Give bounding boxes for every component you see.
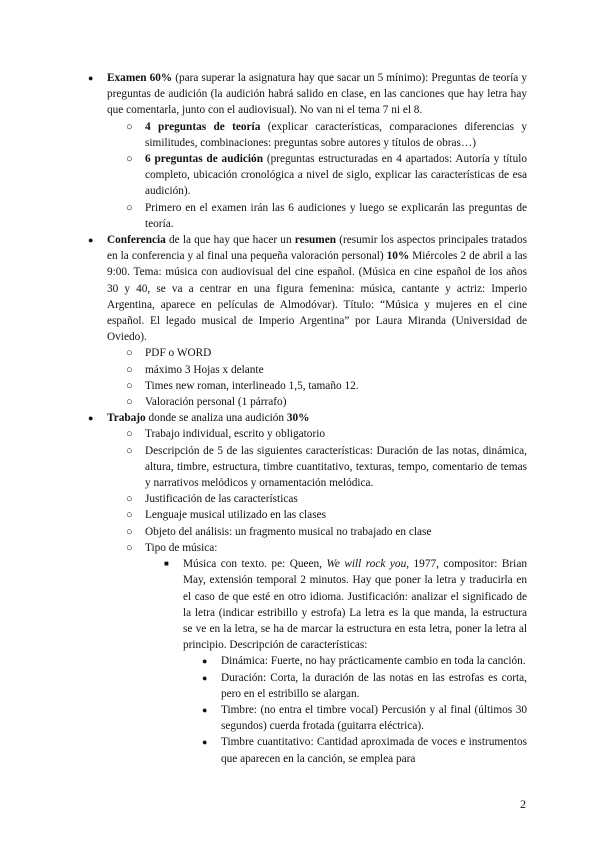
- circle-bullet-icon: ○: [126, 428, 133, 441]
- circle-bullet-icon: ○: [126, 201, 133, 214]
- list-item: [126, 151, 528, 200]
- list-item: [126, 362, 527, 378]
- list-item: [126, 378, 527, 394]
- list-item-trabajo: [88, 410, 527, 766]
- circle-bullet-icon: ○: [126, 541, 133, 554]
- conferencia-text: (resumir los aspectos principales tratados en la conferencia y al final una pequeña valoración personal): [107, 234, 528, 263]
- item-text: Dinámica: Fuerte, no hay prácticamente cambio en toda la canción.: [221, 655, 526, 668]
- list-item: [126, 524, 527, 540]
- list-item: [126, 119, 527, 151]
- item-text: Lenguaje musical utilizado en las clases: [145, 509, 326, 522]
- list-item-conferencia: [88, 232, 528, 410]
- item-text: Tipo de música:: [145, 541, 218, 554]
- conferencia-text: Miércoles 2 de abril a las 9:00. Tema: música con audiovisual del cine español. (Música en cine español de los años 30 y 40, se va a centrar en una figura femenina: música, cantante y actriz: Imperio Argentina, aparece en películas de Almodóvar). Título: “Música y mujeres en el cine español. El legado musical de Imperio Argentina” por Laura Miranda (Universidad de Oviedo).: [107, 250, 527, 344]
- conferencia-text: de la que hay que hacer un: [165, 234, 295, 247]
- circle-bullet-icon: ○: [126, 363, 133, 376]
- examen-title: Examen 60%: [107, 72, 173, 84]
- list-item: [126, 443, 527, 492]
- list-item: [126, 394, 527, 410]
- disc-bullet-icon: ●: [202, 737, 208, 748]
- item-text: (preguntas estructuradas en 4 apartados: Autoría y título completo, ubicación cronológica a nivel de siglo, explicar las características de esa audición).: [145, 153, 528, 198]
- item-text: Trabajo individual, escrito y obligatorio: [145, 428, 325, 441]
- list-item-musica-con-texto: [164, 556, 527, 767]
- circle-bullet-icon: ○: [126, 493, 133, 506]
- circle-bullet-icon: ○: [126, 509, 133, 522]
- circle-bullet-icon: ○: [126, 347, 133, 360]
- circle-bullet-icon: ○: [126, 525, 133, 538]
- item-text: Duración: Corta, la duración de las notas en las estrofas es corta, pero en el estribillo se alargan.: [221, 671, 527, 700]
- resumen-bold: resumen: [294, 234, 337, 247]
- item-text: Valoración personal (1 párrafo): [145, 396, 287, 409]
- trabajo-percent: 30%: [286, 412, 310, 425]
- caracteristicas-list: [202, 653, 527, 766]
- item-bold: 6 preguntas de audición: [145, 153, 263, 166]
- disc-bullet-icon: ●: [88, 235, 94, 246]
- trabajo-text: donde se analiza una audición: [145, 412, 287, 425]
- list-item: [126, 200, 527, 232]
- examen-sublist: [126, 119, 528, 232]
- circle-bullet-icon: ○: [126, 379, 133, 392]
- song-title: We will rock you: [326, 558, 407, 571]
- disc-bullet-icon: ●: [88, 73, 94, 83]
- item-text: Timbre: (no entra el timbre vocal) Percusión y al final (últimos 30 segundos) cuerda frotada (guitarra eléctrica).: [221, 703, 527, 733]
- circle-bullet-icon: ○: [126, 396, 133, 409]
- conferencia-sublist: [126, 345, 527, 410]
- item-text: Objeto del análisis: un fragmento musical no trabajado en clase: [145, 525, 432, 538]
- item-text: (explicar características, comparaciones diferencias y similitudes, combinaciones: preguntas sobre autores y títulos de obras…): [145, 120, 527, 149]
- conferencia-title: Conferencia: [107, 234, 166, 247]
- item-text: Descripción de 5 de las siguientes características: Duración de las notas, dinámica, altura, timbre, estructura, timbre cuantitativo, texturas, tempo, comentario de temas y narrativos melódicos y ornamentación melódica.: [145, 444, 527, 490]
- trabajo-sublist: [126, 426, 527, 766]
- disc-bullet-icon: ●: [202, 704, 208, 715]
- trabajo-title: Trabajo: [107, 412, 146, 425]
- list-item: [202, 670, 527, 702]
- document-body: [88, 70, 528, 767]
- item-text: , 1977, compositor: Brian May, extensión temporal 2 minutos. Hay que poner la letra y traducirla en el caso de que esté en otro idioma. Justificación: analizar el significado de la letra (indicar estribillo y estrofa) La letra es la que manda, la estructura se ve en la letra, se ha de marcar la estructura en esta letra, poner la letra al principio. Descripción de características:: [183, 558, 527, 652]
- examen-text: (para superar la asignatura hay que sacar un 5 mínimo): Preguntas de teoría y preguntas de audición (la audición habrá salido en clase, en las canciones que hay letra hay que comentarla, junto con el audiovisual). No van ni el tema 7 ni el 8.: [107, 72, 527, 117]
- disc-bullet-icon: ●: [202, 656, 208, 667]
- item-text: máximo 3 Hojas x delante: [145, 363, 264, 376]
- list-item: [126, 345, 527, 361]
- list-item: [126, 426, 527, 442]
- page-number: 2: [520, 797, 526, 811]
- disc-bullet-icon: ●: [202, 672, 208, 683]
- item-text: Primero en el examen irán las 6 audiciones y luego se explicarán las preguntas de teoría.: [145, 201, 527, 230]
- item-text: Justificación de las características: [145, 493, 298, 506]
- list-item: [126, 540, 527, 767]
- list-item: [202, 734, 527, 766]
- item-text: Times new roman, interlineado 1,5, tamaño 12.: [145, 379, 359, 392]
- list-item: [202, 702, 527, 734]
- tipo-musica-sublist: [164, 556, 527, 767]
- square-bullet-icon: ■: [164, 559, 169, 569]
- list-item: [126, 507, 527, 523]
- item-bold: 4 preguntas de teoría: [145, 120, 261, 133]
- conferencia-percent: 10%: [386, 250, 410, 263]
- list-item-examen: [88, 70, 528, 232]
- circle-bullet-icon: ○: [126, 153, 133, 166]
- main-list: [88, 70, 528, 767]
- list-item: [126, 491, 527, 507]
- list-item: [202, 653, 527, 669]
- item-text: PDF o WORD: [145, 347, 212, 360]
- item-text: Música con texto. pe: Queen,: [183, 558, 327, 571]
- circle-bullet-icon: ○: [126, 444, 133, 457]
- item-text: Timbre cuantitativo: Cantidad aproximada de voces e instrumentos que aparecen en la canción, se emplea para: [221, 736, 527, 765]
- circle-bullet-icon: ○: [126, 120, 133, 133]
- disc-bullet-icon: ●: [88, 413, 94, 424]
